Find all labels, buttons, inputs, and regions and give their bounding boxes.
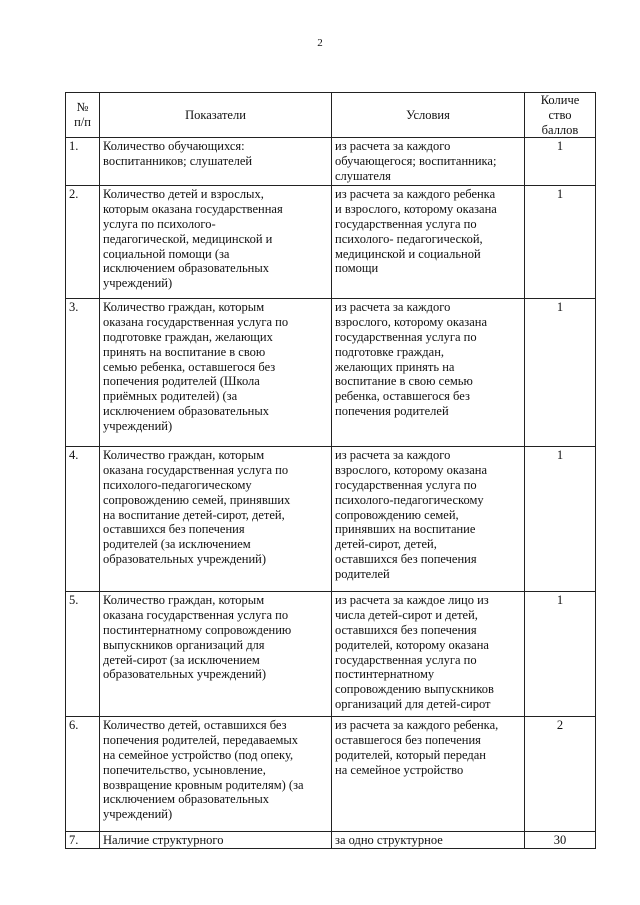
row-points: 30	[525, 832, 596, 849]
row-indicator: Количество граждан, которым оказана государственная услуга по подготовке граждан, желающих принять на воспитание в свою семью ребенка, оставшегося без попечения родителей (Школа приёмных родителей) (за исключением образовательных учреждений)	[100, 299, 332, 447]
row-condition: за одно структурное	[332, 832, 525, 849]
row-number: 1.	[66, 138, 100, 186]
row-condition: из расчета за каждого взрослого, которому оказана государственная услуга по психолого-педагогическому сопровождению семей, принявших на воспитание детей-сирот, детей, оставшихся без попечения родителей	[332, 447, 525, 592]
criteria-table	[65, 92, 596, 849]
header-num: № п/п	[66, 93, 100, 138]
table-row	[66, 299, 596, 447]
row-indicator: Количество граждан, которым оказана государственная услуга по постинтернатному сопровождению выпускников организаций для детей-сирот (за исключением образовательных учреждений)	[100, 592, 332, 717]
row-indicator: Количество граждан, которым оказана государственная услуга по психолого-педагогическому сопровождению семей, принявших на воспитание детей-сирот, детей, оставшихся без попечения родителей (за исключением образовательных учреждений)	[100, 447, 332, 592]
row-condition: из расчета за каждого ребенка, оставшегося без попечения родителей, который передан на семейное устройство	[332, 717, 525, 832]
table-row	[66, 832, 596, 849]
row-points: 1	[525, 138, 596, 186]
header-indicators: Показатели	[100, 93, 332, 138]
header-points: Количе ство баллов	[525, 93, 596, 138]
row-condition: из расчета за каждого обучающегося; воспитанника; слушателя	[332, 138, 525, 186]
row-number: 4.	[66, 447, 100, 592]
row-number: 3.	[66, 299, 100, 447]
table-row	[66, 717, 596, 832]
row-indicator: Количество детей, оставшихся без попечения родителей, передаваемых на семейное устройство (под опеку, попечительство, усыновление, возвращение кровным родителям) (за исключением образовательных учреждений)	[100, 717, 332, 832]
row-points: 1	[525, 299, 596, 447]
row-condition: из расчета за каждое лицо из числа детей-сирот и детей, оставшихся без попечения родителей, которому оказана государственная услуга по постинтернатному сопровождению выпускников организаций для детей-сирот	[332, 592, 525, 717]
table-row	[66, 186, 596, 299]
page-number: 2	[317, 37, 323, 49]
row-indicator: Количество обучающихся: воспитанников; слушателей	[100, 138, 332, 186]
row-number: 5.	[66, 592, 100, 717]
row-number: 2.	[66, 186, 100, 299]
row-points: 1	[525, 186, 596, 299]
row-number: 6.	[66, 717, 100, 832]
row-condition: из расчета за каждого ребенка и взрослого, которому оказана государственная услуга по психолого- педагогической, медицинской и социальной помощи	[332, 186, 525, 299]
row-number: 7.	[66, 832, 100, 849]
table-header-row	[66, 93, 596, 138]
row-condition: из расчета за каждого взрослого, которому оказана государственная услуга по подготовке граждан, желающих принять на воспитание в свою семью ребенка, оставшегося без попечения родителей	[332, 299, 525, 447]
row-indicator: Наличие структурного	[100, 832, 332, 849]
row-points: 1	[525, 447, 596, 592]
table-row	[66, 592, 596, 717]
table-row	[66, 447, 596, 592]
row-indicator: Количество детей и взрослых, которым оказана государственная услуга по психолого- педагогической, медицинской и социальной помощи (за исключением образовательных учреждений)	[100, 186, 332, 299]
table-row	[66, 138, 596, 186]
row-points: 1	[525, 592, 596, 717]
header-conditions: Условия	[332, 93, 525, 138]
row-points: 2	[525, 717, 596, 832]
